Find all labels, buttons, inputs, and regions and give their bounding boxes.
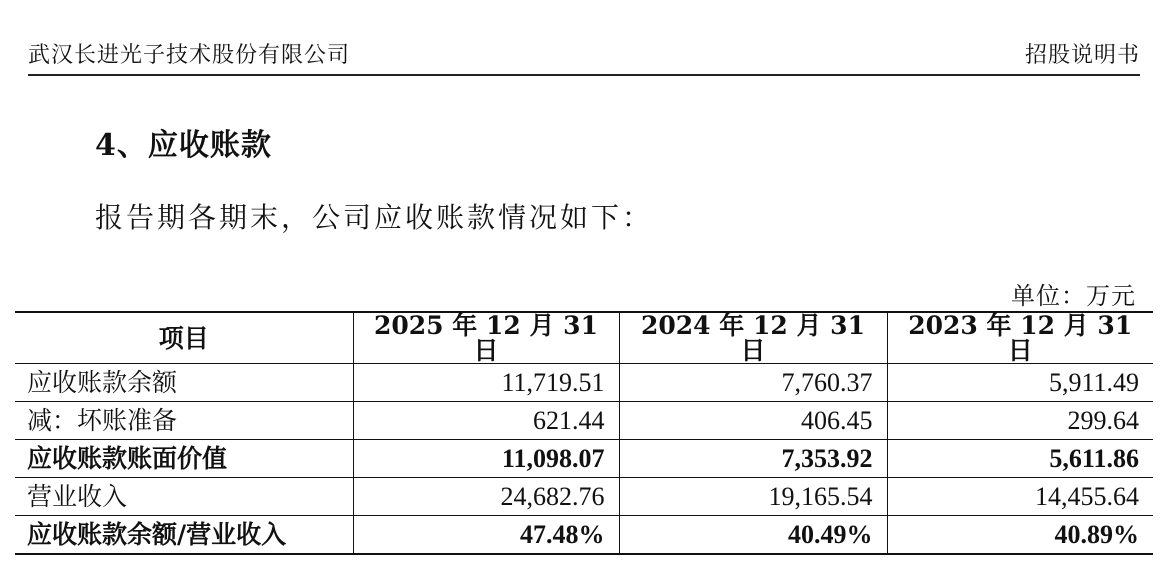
- row-label: 应收账款余额: [15, 364, 353, 402]
- page-header: [28, 36, 1140, 76]
- row-label: 减：坏账准备: [15, 402, 353, 440]
- table-row: [15, 440, 1153, 478]
- intro-text: 报告期各期末，公司应收账款情况如下：: [95, 201, 654, 234]
- header-2024: 2024 年 12 月 31 日: [619, 312, 887, 364]
- cell-2024: 19,165.54: [619, 478, 887, 516]
- cell-2025: 11,098.07: [353, 440, 619, 478]
- cell-2025: 11,719.51: [353, 364, 619, 402]
- cell-2023: 5,911.49: [887, 364, 1153, 402]
- cell-2025: 24,682.76: [353, 478, 619, 516]
- section-title: 4、应收账款: [95, 128, 272, 163]
- row-label: 应收账款账面价值: [15, 440, 353, 478]
- document-type: 招股说明书: [1024, 43, 1140, 68]
- table-row: [15, 402, 1153, 440]
- header-2023: 2023 年 12 月 31 日: [887, 312, 1153, 364]
- cell-2025: 47.48%: [353, 516, 619, 555]
- header-2025: 2025 年 12 月 31 日: [353, 312, 619, 364]
- cell-2024: 406.45: [619, 402, 887, 440]
- cell-2023: 40.89%: [887, 516, 1153, 555]
- company-name: 武汉长进光子技术股份有限公司: [28, 43, 351, 68]
- cell-2024: 40.49%: [619, 516, 887, 555]
- header-item: 项目: [15, 312, 353, 364]
- table-row: [15, 364, 1153, 402]
- table-row: [15, 478, 1153, 516]
- row-label: 营业收入: [15, 478, 353, 516]
- receivables-table: [15, 311, 1153, 555]
- unit-label: 单位：万元: [1011, 282, 1136, 310]
- cell-2023: 299.64: [887, 402, 1153, 440]
- cell-2023: 14,455.64: [887, 478, 1153, 516]
- table-header-row: [15, 312, 1153, 364]
- cell-2023: 5,611.86: [887, 440, 1153, 478]
- row-label: 应收账款余额/营业收入: [15, 516, 353, 555]
- table-row: [15, 516, 1153, 555]
- cell-2024: 7,353.92: [619, 440, 887, 478]
- cell-2025: 621.44: [353, 402, 619, 440]
- cell-2024: 7,760.37: [619, 364, 887, 402]
